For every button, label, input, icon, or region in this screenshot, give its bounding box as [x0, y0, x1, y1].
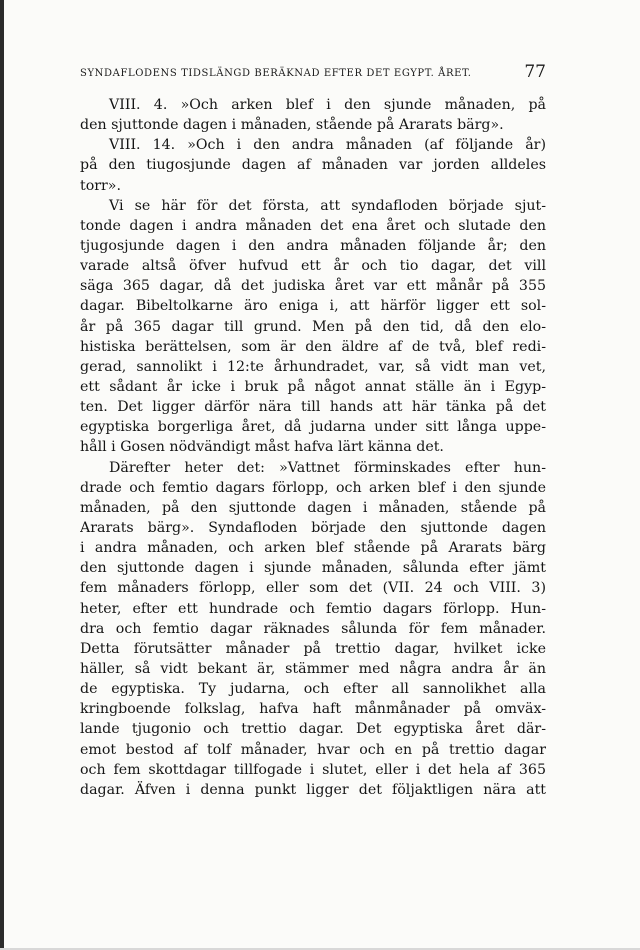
text-line: Detta förutsätter månader på trettio dagar, hvilket icke: [80, 640, 546, 657]
running-head: SYNDAFLODENS TIDSLÄNGD BERÄKNAD EFTER DET EGYPT. ÅRET.: [80, 68, 472, 79]
text-line: månaden, på den sjuttonde dagen i månaden, stående på: [80, 499, 546, 516]
text-line: de egyptiska. Ty judarna, och efter all sannolikhet alla: [80, 681, 546, 698]
text-line: lande tjugonio och trettio dagar. Det egyptiska året där-: [80, 721, 546, 738]
text-line: Vi se här för det första, att syndafloden började sjut-: [109, 197, 546, 214]
text-line: egyptiska borgerliga året, då judarna under sitt långa uppe-: [80, 419, 546, 436]
text-line: ett sådant år icke i bruk på något annat ställe än i Egyp-: [80, 378, 546, 395]
text-line: den sjuttonde dagen i sjunde månaden, sålunda efter jämt: [80, 560, 546, 577]
text-line: VIII. 14. »Och i den andra månaden (af följande år): [109, 137, 546, 154]
text-line: häller, så vidt bekant är, stämmer med några andra år än: [80, 660, 546, 677]
text-line: dagar. Äfven i denna punkt ligger det följaktligen nära att: [80, 781, 546, 798]
text-line: ten. Det ligger därför nära till hands att här tänka på det: [80, 399, 546, 416]
text-line: kringboende folkslag, hafva haft månmånader på omväx-: [80, 701, 546, 718]
text-line: säga 365 dagar, då det judiska året var ett månår på 355: [80, 278, 546, 295]
text-line: Därefter heter det: »Vattnet förminskades efter hun-: [109, 459, 546, 476]
text-line: histiska berättelsen, som är den äldre af de två, blef redi-: [80, 338, 546, 355]
text-line: år på 365 dagar till grund. Men på den tid, då den elo-: [80, 318, 546, 335]
text-line: tonde dagen i andra månaden det ena året och slutade den: [80, 217, 546, 234]
body-text: [80, 95, 546, 800]
text-line: dagar. Bibeltolkarne äro eniga i, att härför ligger ett sol-: [80, 298, 546, 315]
text-line: och fem skottdagar tillfogade i slutet, eller i det hela af 365: [80, 761, 546, 778]
text-line: VIII. 4. »Och arken blef i den sjunde månaden, på: [109, 97, 546, 113]
text-line: varade altså öfver hufvud ett år och tio dagar, det vill: [80, 258, 546, 275]
page-header: [80, 62, 546, 88]
text-line: heter, efter ett hundrade och femtio dagars förlopp. Hun-: [80, 600, 546, 617]
text-line: emot bestod af tolf månader, hvar och en på trettio dagar: [80, 741, 546, 758]
text-line: håll i Gosen nödvändigt måst hafva lärt känna det.: [80, 439, 444, 456]
text-line: dra och femtio dagar räknades sålunda för fem månader.: [80, 620, 546, 637]
text-line: drade och femtio dagars förlopp, och arken blef i den sjunde: [80, 479, 546, 496]
text-line: torr».: [80, 177, 121, 194]
text-line: gerad, sannolikt i 12:te århundradet, var, så vidt man vet,: [80, 358, 546, 375]
text-line: på den tiugosjunde dagen af månaden var jorden alldeles: [80, 157, 546, 174]
scan-edge-shadow: [0, 0, 4, 950]
text-line: den sjuttonde dagen i månaden, stående på Ararats bärg».: [80, 117, 504, 134]
page-number: 77: [524, 62, 546, 82]
text-line: fem månaders förlopp, eller som det (VII. 24 och VIII. 3): [80, 580, 546, 597]
text-line: Ararats bärg». Syndafloden började den sjuttonde dagen: [80, 519, 546, 536]
text-line: tjugosjunde dagen i den andra månaden följande år; den: [80, 237, 546, 254]
text-line: i andra månaden, och arken blef stående på Ararats bärg: [80, 540, 546, 557]
